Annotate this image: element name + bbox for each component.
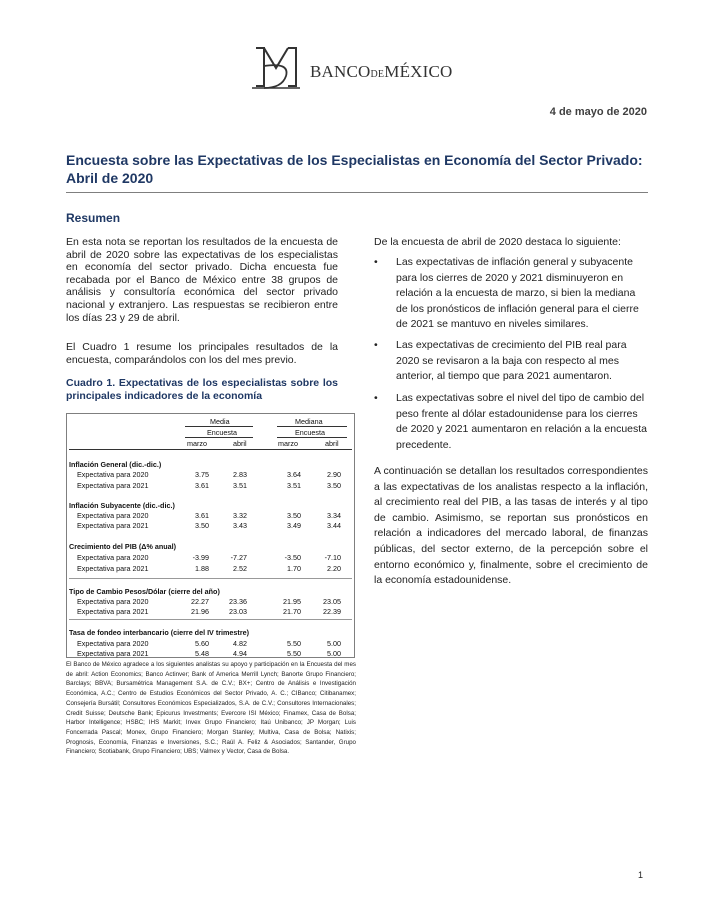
cell-value: 5.00 (327, 639, 341, 648)
cell-value: 3.50 (327, 481, 341, 490)
cell-value: 3.50 (195, 521, 209, 530)
section-heading-tipo-de-cambio: Tipo de Cambio Pesos/Dólar (cierre del año) (69, 587, 220, 596)
cell-value: 2.83 (233, 470, 247, 479)
month-header: abril (325, 439, 339, 448)
cell-value: 21.95 (283, 597, 301, 606)
expectations-table (66, 413, 355, 658)
cell-value: 2.52 (233, 564, 247, 573)
row-label: Expectativa para 2021 (77, 607, 149, 616)
header-rule (277, 437, 347, 438)
highlights-intro: De la encuesta de abril de 2020 destaca lo siguiente: (374, 236, 621, 248)
cell-value: 1.88 (195, 564, 209, 573)
month-header: marzo (187, 439, 207, 448)
cell-value: 3.49 (287, 521, 301, 530)
month-header: marzo (278, 439, 298, 448)
header-rule (277, 426, 347, 427)
col-group-media: Media (210, 417, 230, 426)
cell-value: 1.70 (287, 564, 301, 573)
row-label: Expectativa para 2021 (77, 649, 149, 658)
table-caption: Cuadro 1. Expectativas de los especialistas sobre los principales indicadores de la economía (66, 377, 338, 402)
sub-header-encuesta: Encuesta (207, 428, 237, 437)
cell-value: 5.00 (327, 649, 341, 658)
cell-value: 3.51 (233, 481, 247, 490)
cell-value: 23.05 (323, 597, 341, 606)
highlight-bullet-1: Las expectativas de inflación general y subyacente para los cierres de 2020 y 2021 disminuyeron en relación a la encuesta de marzo, si bien la mediana de los pronósticos de inflación general para el cierre de 2021 se mantuvo en niveles similares. (396, 256, 639, 331)
cell-value: 3.43 (233, 521, 247, 530)
row-label: Expectativa para 2021 (77, 521, 149, 530)
cell-value: 22.27 (191, 597, 209, 606)
table-footnote: El Banco de México agradece a los siguientes analistas su apoyo y participación en la Encuesta del mes de abril: Action Economics; Banco Actinver; Bank of America Merrill Lynch; Banorte Grupo Financiero; Barclays; BBVA; Bursamétrica Management S.A. de C.V.; BX+; Centro de Análisis e Investigación Económica, A.C.; Centro de Estudios Económicos del Sector Privado, A. C.; CIBanco; Citibanamex; Consejería Bursátil; Consultores Económicos Especializados, S.A. de C.V.; Consultores Internacionales; Credit Suisse; Deutsche Bank; Epicurus Investments; Evercore ISI México; Finamex, Casa de Bolsa; Harbor Intelligence; HSBC; IHS Markit; Invex Grupo Financiero; Itaú Unibanco; JP Morgan; Luis Foncerrada Pascal; Monex, Grupo Financiero; Morgan Stanley; Multiva, Casa de Bolsa; Natixis; Prognosis, Economía, Finanzas e Inversiones, S.C.; Raúl A. Feliz & Asociados; Santander, Grupo Financiero; Scotiabank, Grupo Financiero; UBS; Valmex y Vector, Casa de Bolsa. (66, 661, 356, 756)
document-title: Encuesta sobre las Expectativas de los Especialistas en Economía del Sector Privado: Abril de 2020 (66, 152, 643, 186)
cell-value: -7.27 (230, 553, 247, 562)
row-label: Expectativa para 2020 (77, 511, 149, 520)
section-heading-inflacion-general: Inflación General (dic.-dic.) (69, 460, 162, 469)
cell-value: 3.61 (195, 481, 209, 490)
brand-name: BANCODEMÉXICO (310, 62, 453, 81)
section-rule (69, 578, 352, 579)
summary-paragraph-2: El Cuadro 1 resume los principales resultados de la encuesta, comparándolos con los del mes previo. (66, 341, 338, 366)
row-label: Expectativa para 2021 (77, 564, 149, 573)
bullet-marker: • (374, 339, 378, 351)
section-heading-tasa-de-fondeo: Tasa de fondeo interbancario (cierre del IV trimestre) (69, 628, 250, 637)
section-heading: Resumen (66, 211, 121, 225)
cell-value: 4.82 (233, 639, 247, 648)
section-heading-crecimiento-pib: Crecimiento del PIB (Δ% anual) (69, 542, 177, 551)
page-number: 1 (638, 870, 644, 880)
row-label: Expectativa para 2020 (77, 553, 149, 562)
cell-value: 21.70 (283, 607, 301, 616)
bullet-marker: • (374, 256, 378, 268)
cell-value: 4.94 (233, 649, 247, 658)
cell-value: 5.50 (287, 649, 301, 658)
cell-value: 3.64 (287, 470, 301, 479)
banco-de-mexico-logo (250, 44, 470, 94)
cell-value: 3.61 (195, 511, 209, 520)
row-label: Expectativa para 2020 (77, 597, 149, 606)
cell-value: 5.48 (195, 649, 209, 658)
highlight-bullet-3: Las expectativas sobre el nivel del tipo de cambio del peso frente al dólar estadounidense para los cierres de 2020 y 2021 aumentaron en relación a la encuesta precedente. (396, 392, 648, 451)
header-rule (185, 426, 253, 427)
cell-value: 5.60 (195, 639, 209, 648)
cell-value: -3.50 (284, 553, 301, 562)
header-bottom-rule (69, 449, 352, 450)
cell-value: 3.44 (327, 521, 341, 530)
title-divider (66, 192, 648, 193)
summary-paragraph-1: En esta nota se reportan los resultados de la encuesta de abril de 2020 sobre las expectativas de los especialistas en economía del sector privado. Dicha encuesta fue recabada por el Banco de México entre 38 grupos de análisis y consultoría económica del sector privado nacional y extranjero. Las respuestas se recibieron entre los días 23 y 29 de abril. (66, 236, 338, 324)
cell-value: 2.20 (327, 564, 341, 573)
cell-value: -3.99 (192, 553, 209, 562)
row-label: Expectativa para 2020 (77, 639, 149, 648)
highlight-bullet-2: Las expectativas de crecimiento del PIB real para 2020 se revisaron a la baja con respecto al mes anterior, al tiempo que para 2021 aumentaron. (396, 339, 627, 383)
bm-monogram-icon (250, 44, 302, 94)
cell-value: 2.90 (327, 470, 341, 479)
row-label: Expectativa para 2020 (77, 470, 149, 479)
cell-value: 3.75 (195, 470, 209, 479)
cell-value: 23.03 (229, 607, 247, 616)
cell-value: -7.10 (324, 553, 341, 562)
sub-header-encuesta: Encuesta (295, 428, 325, 437)
section-heading-inflacion-subyacente: Inflación Subyacente (dic.-dic.) (69, 501, 175, 510)
cell-value: 5.50 (287, 639, 301, 648)
bullet-marker: • (374, 392, 378, 404)
header-rule (185, 437, 253, 438)
section-rule (69, 619, 352, 620)
col-group-mediana: Mediana (295, 417, 323, 426)
cell-value: 22.39 (323, 607, 341, 616)
cell-value: 21.96 (191, 607, 209, 616)
details-paragraph: A continuación se detallan los resultados correspondientes a las expectativas de los analistas respecto a la inflación, al crecimiento real del PIB, a las tasas de interés y al tipo de cambio. Asimismo, se reportan sus pronósticos en relación a indicadores del mercado laboral, de finanzas públicas, del sector externo, de la percepción sobre el entorno económico y, finalmente, sobre el crecimiento de la economía estadounidense. (374, 465, 648, 587)
cell-value: 23.36 (229, 597, 247, 606)
cell-value: 3.34 (327, 511, 341, 520)
row-label: Expectativa para 2021 (77, 481, 149, 490)
cell-value: 3.32 (233, 511, 247, 520)
cell-value: 3.50 (287, 511, 301, 520)
month-header: abril (233, 439, 247, 448)
document-date: 4 de mayo de 2020 (549, 106, 647, 118)
cell-value: 3.51 (287, 481, 301, 490)
